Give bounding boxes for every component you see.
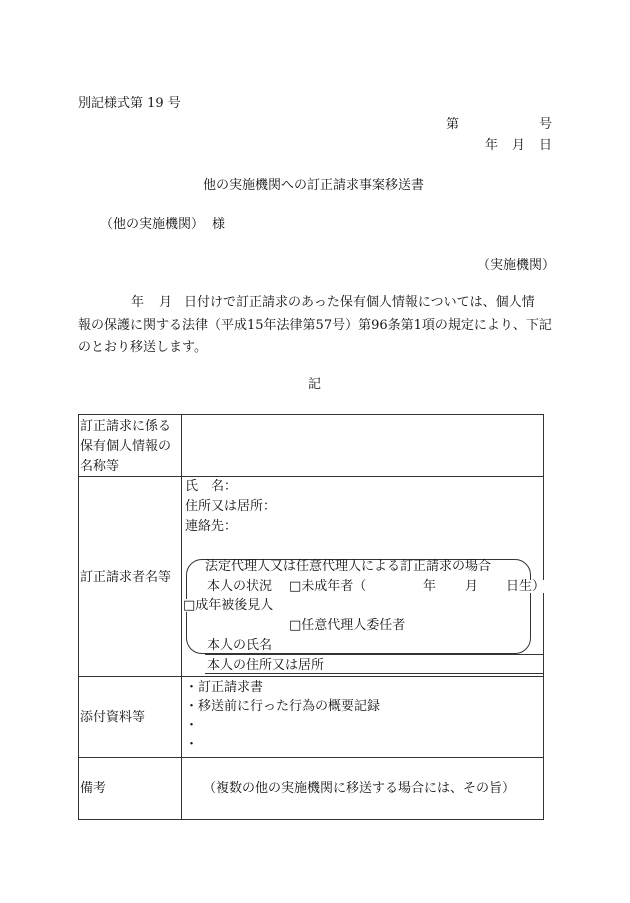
date-day: 日 — [539, 138, 553, 153]
row3-label: 添付資料等 — [80, 710, 146, 725]
attachment-item-3: ・ — [185, 718, 199, 733]
body-month: 月 — [159, 295, 173, 310]
body-line1: 日付けで訂正請求のあった保有個人情報については、個人情 — [184, 295, 535, 310]
body-line3: のとおり移送します。 — [78, 340, 207, 355]
remarks-note: （複数の他の実施機関に移送する場合には、その旨） — [203, 781, 516, 796]
ki-mark: 記 — [308, 377, 322, 392]
sender: （実施機関） — [477, 258, 556, 273]
doc-number-prefix: 第 — [446, 117, 460, 132]
row1-label-line3: 名称等 — [80, 459, 120, 474]
attachment-item-4: ・ — [185, 737, 199, 752]
addressee-honorific: 様 — [212, 217, 226, 232]
row1-label-line1: 訂正請求に係る — [80, 419, 172, 434]
birth-year: 年 — [423, 579, 437, 594]
attachment-item-2: ・移送前に行った行為の概要記録 — [185, 699, 381, 714]
body-year: 年 — [131, 295, 145, 310]
form-number: 別記様式第 19 号 — [78, 96, 181, 111]
agent-delegate-checkbox: □任意代理人委任者 — [289, 618, 406, 633]
date-year: 年 — [485, 138, 499, 153]
minor-checkbox: □未成年者（ — [289, 579, 367, 594]
row4-label: 備考 — [80, 781, 107, 796]
birth-day: 日生） — [506, 579, 546, 594]
attachment-item-1: ・訂正請求書 — [185, 680, 264, 695]
requester-name: 氏 名： — [185, 479, 238, 494]
birth-month: 月 — [465, 579, 479, 594]
principal-address: 本人の住所又は居所 — [207, 658, 325, 673]
principal-status: 本人の状況 — [207, 579, 273, 594]
addressee-name: （他の実施機関） — [100, 217, 205, 232]
document-title: 他の実施機関への訂正請求事案移送書 — [203, 178, 425, 193]
principal-name: 本人の氏名 — [207, 638, 273, 653]
doc-number-suffix: 号 — [539, 117, 553, 132]
requester-contact: 連絡先： — [185, 519, 238, 534]
agent-title: 法定代理人又は任意代理人による訂正請求の場合 — [205, 559, 492, 574]
date-month: 月 — [512, 138, 526, 153]
row1-label-line2: 保有個人情報の — [80, 439, 172, 454]
requester-address: 住所又は居所： — [185, 499, 277, 514]
row2-label: 訂正請求者名等 — [80, 570, 172, 585]
body-line2: 報の保護に関する法律（平成15年法律第57号）第96条第1項の規定により、下記 — [78, 318, 552, 333]
adult-ward-checkbox: □成年被後見人 — [183, 598, 274, 613]
